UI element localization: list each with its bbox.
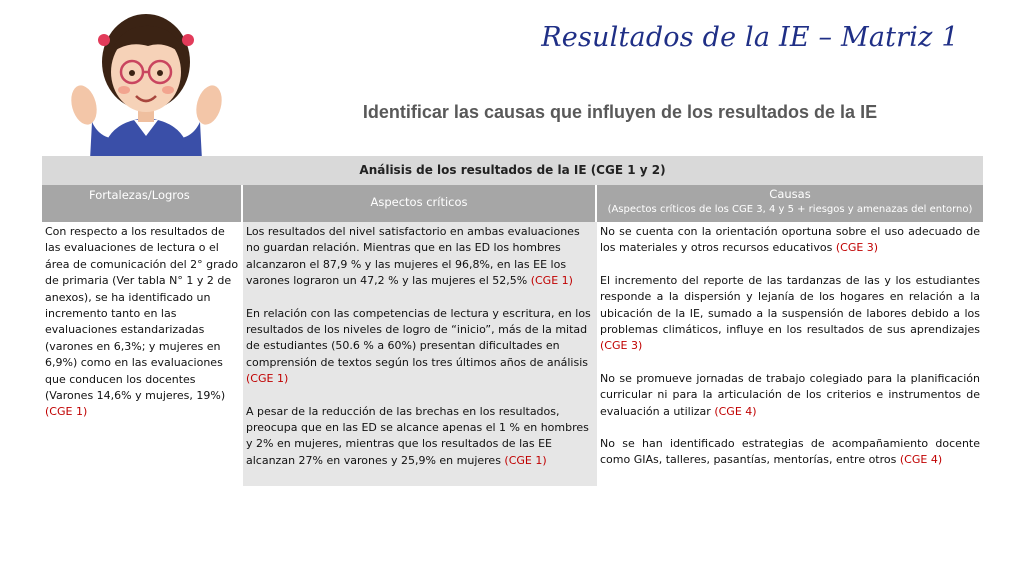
paragraph-text: En relación con las competencias de lectura y escritura, en los resultados de los niveles de logro de “inicio”, más de la mitad de estudiantes (50.6 % a 60%) presentan dificultades en comprensión de textos según los tres últimos años de análisis <box>246 306 591 369</box>
causas-paragraph <box>600 273 980 355</box>
paragraph-text: El incremento del reporte de las tardanzas de las y los estudiantes responde a la dispersión y lejanía de los hogares en relación a la ubicación de la IE, sumado a la suspensión de labores debido a los problemas climáticos, influye en los resultados de sus aprendizajes <box>600 273 980 337</box>
paragraph-text: Con respecto a los resultados de las evaluaciones de lectura o el área de comunicación del 2° grado de primaria (Ver tabla N° 1 y 2 de anexos), se ha identificado un incremento tanto en las evaluaciones estandarizadas (varones en 6,3%; y mujeres en 6,9%) como en las evaluaciones que conducen los docentes (Varones 14,6% y mujeres, 19%) <box>45 225 239 403</box>
paragraph-text: No se promueve jornadas de trabajo colegiado para la planificación curricular ni para la articulación de los criterios e instrumentos de evaluación a utilizar <box>600 371 980 418</box>
column-header-causas-label: Causas <box>769 187 811 201</box>
girl-mascot-illustration <box>62 10 230 160</box>
table-title: Análisis de los resultados de la IE (CGE 1 y 2) <box>42 156 983 185</box>
aspectos-paragraph <box>246 404 594 470</box>
aspectos-cell <box>243 222 597 486</box>
analysis-table <box>42 156 983 486</box>
table-header-row <box>42 185 983 222</box>
aspectos-paragraph <box>246 224 594 290</box>
cge-tag: (CGE 3) <box>835 241 879 255</box>
table-body-row <box>42 222 983 486</box>
cge-tag: (CGE 3) <box>600 339 643 353</box>
column-header-fortalezas: Fortalezas/Logros <box>42 185 243 222</box>
page-subtitle: Identificar las causas que influyen de los resultados de la IE <box>362 102 878 122</box>
causas-paragraph <box>600 371 980 420</box>
paragraph-text: A pesar de la reducción de las brechas en los resultados, preocupa que en las ED se alcance apenas el 1 % en hombres y 2% en mujeres, mientras que los resultados de las EE alcanzan 27% en varones y 25,9% en mujeres <box>246 404 589 467</box>
causas-paragraph <box>600 436 980 469</box>
causas-cell <box>597 222 983 486</box>
fortalezas-paragraph <box>45 224 240 421</box>
column-header-causas-sublabel: (Aspectos críticos de los CGE 3, 4 y 5 + riesgos y amenazas del entorno) <box>607 204 973 215</box>
cge-tag: (CGE 4) <box>714 404 757 418</box>
page-title: Resultados de la IE – Matriz 1 <box>541 22 959 53</box>
column-header-aspectos: Aspectos críticos <box>243 185 597 222</box>
aspectos-paragraph <box>246 306 594 388</box>
cge-tag: (CGE 1) <box>530 274 573 288</box>
cge-tag: (CGE 1) <box>504 453 547 467</box>
paragraph-text: Los resultados del nivel satisfactorio en ambas evaluaciones no guardan relación. Mientras que en las ED los hombres alcanzaron el 87,9 % y las mujeres el 96,8%, en las EE los varones lograron un 47,2 % y las mujeres el 52,5% <box>246 225 580 288</box>
cge-tag: (CGE 4) <box>899 453 943 467</box>
cge-tag: (CGE 1) <box>246 372 289 386</box>
cge-tag: (CGE 1) <box>45 405 88 419</box>
paragraph-text: No se cuenta con la orientación oportuna sobre el uso adecuado de los materiales y otros recursos educativos <box>600 225 980 255</box>
causas-paragraph <box>600 224 980 257</box>
paragraph-text: No se han identificado estrategias de acompañamiento docente como GIAs, talleres, pasantías, mentorías, entre otros <box>600 437 980 467</box>
fortalezas-cell <box>42 222 243 486</box>
column-header-causas <box>597 185 983 222</box>
